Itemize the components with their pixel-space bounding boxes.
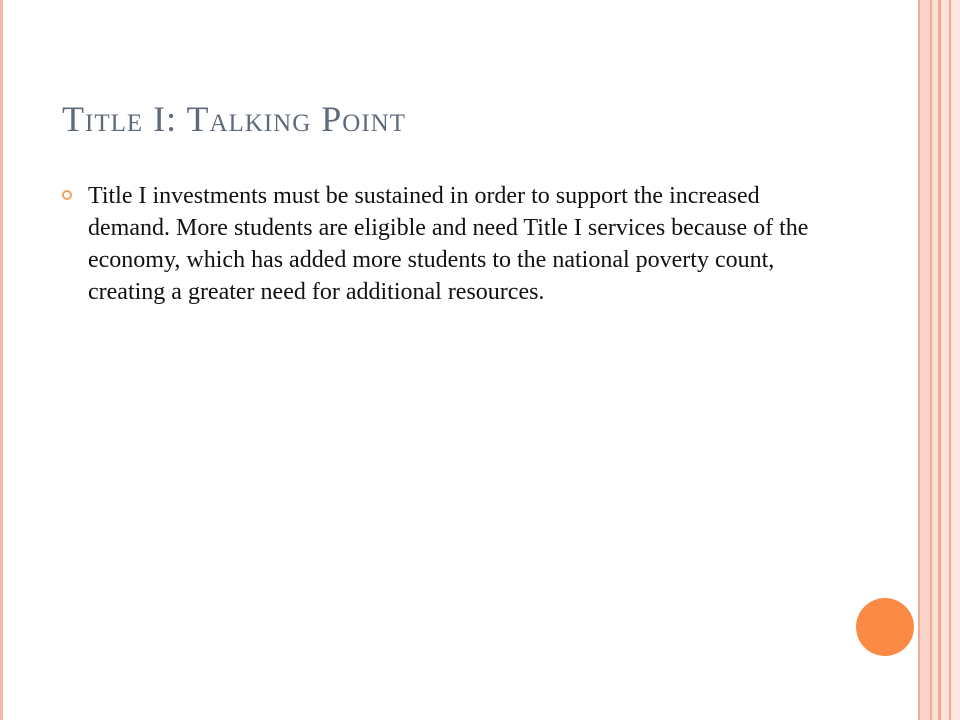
bullet-list (62, 180, 822, 308)
right-decor-stripe (941, 0, 949, 720)
right-decor-stripe (920, 0, 930, 720)
slide-title: Title I: Talking Point (62, 99, 406, 139)
bullet-text: Title I investments must be sustained in order to support the increased demand. More students are eligible and need Title I services because of the economy, which has added more students to the national poverty count, creating a greater need for additional resources. (88, 183, 809, 305)
left-border-line (0, 0, 3, 720)
right-decor-stripe (951, 0, 960, 720)
orange-circle-decoration (856, 598, 914, 656)
bullet-item (62, 180, 822, 308)
circle-bullet-icon (62, 190, 72, 200)
